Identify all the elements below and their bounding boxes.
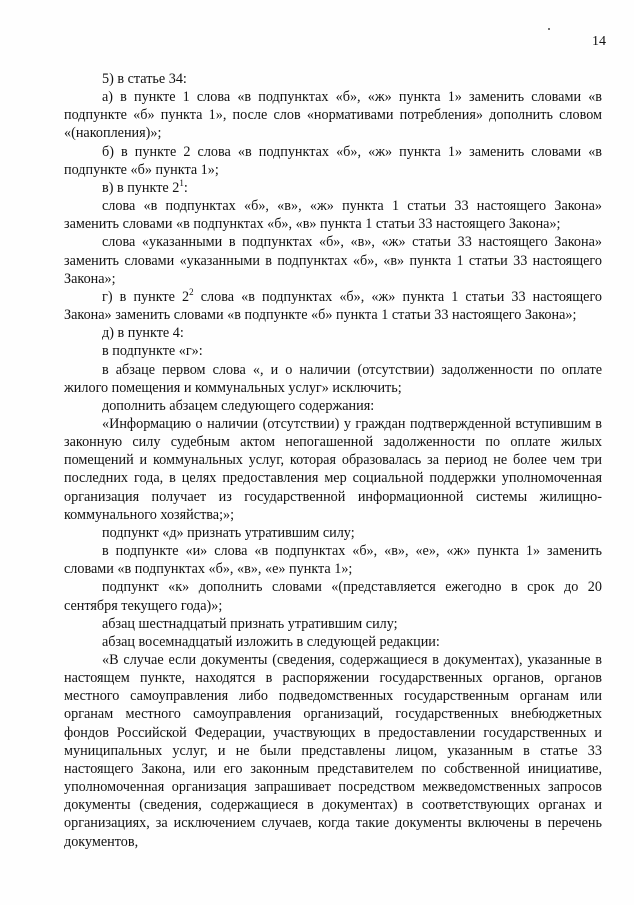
paragraph-first-abzac [64,361,602,397]
paragraph-text: слова «в подпунктах «б», «в», «ж» пункта 1 статьи 33 настоящего Закона» заменить словами «в подпунктах «б», «в» пункта 1 статьи 33 настоящего Закона»; [64,198,602,233]
paragraph-supplement [64,397,602,415]
paragraph-words-1 [64,197,602,233]
paragraph-text: в подпункте «г»: [102,343,203,360]
paragraph-case-documents [64,651,602,851]
paragraph-abzac-18 [64,633,602,651]
paragraph-text: «В случае если документы (сведения, содержащиеся в документах), указанные в настоящем пункте, находятся в распоряжении государственных органов, органов местного самоуправления либо подведомственных государственным органам или органам местного самоуправления организаций, государственных внебюджетных фондов Российской Федерации, участвующих в предоставлении государственных и муниципальных услуг, и не были представлены лицом, указанным в статье 33 настоящего Закона, или его законным представителем по собственной инициативе, уполномоченная организация запрашивает посредством межведомственных запросов документы (сведения, содержащиеся в документах) в соответствующих органах и организациях, за исключением случаев, когда такие документы включены в перечень документов, [64,652,602,850]
paragraph-text: б) в пункте 2 слова «в подпунктах «б», «ж» пункта 1» заменить словами «в подпункте «б» пункта 1»; [64,143,602,178]
paragraph-text: в абзаце первом слова «, и о наличии (отсутствии) задолженности по оплате жилого помещения и коммунальных услуг» исключить; [64,361,602,396]
paragraph-text: а) в пункте 1 слова «в подпунктах «б», «ж» пункта 1» заменить словами «в подпункте «б» пункта 1», после слов «нормативами потребления» дополнить словом «(накопления)»; [64,89,602,142]
paragraph-text: подпункт «к» дополнить словами «(представляется ежегодно в срок до 20 сентября текущего года)»; [64,579,602,614]
paragraph-text: в) в пункте 2 [102,179,180,196]
paragraph-item-b [64,143,602,179]
scan-artifact [548,28,550,30]
paragraph-item-a [64,88,602,142]
paragraph-item-d [64,324,602,342]
superscript: 2 [189,286,194,297]
superscript: 1 [179,177,184,188]
paragraph-text: 5) в статье 34: [102,71,187,87]
paragraph-subitem-g [64,342,602,360]
paragraph-text: абзац шестнадцатый признать утратившим силу; [102,615,398,632]
paragraph-text: дополнить абзацем следующего содержания: [102,397,375,414]
paragraph-item-g [64,288,602,324]
document-body [64,70,602,851]
paragraph-item-v [64,179,602,197]
paragraph-abzac-16 [64,615,602,633]
paragraph-text: абзац восемнадцатый изложить в следующей редакции: [102,633,440,650]
paragraph-subitem-k [64,578,602,614]
paragraph-subitem-d [64,524,602,542]
paragraph-article-34 [64,70,602,88]
paragraph-text: подпункт «д» признать утратившим силу; [102,524,355,541]
page-number: 14 [592,34,606,49]
paragraph-text: слова «в подпунктах «б», «ж» пункта 1 статьи 33 настоящего Закона» заменить словами «в подпункте «б» пункта 1 статьи 33 настоящего Закона»; [64,288,602,324]
paragraph-text: г) в пункте 2 [102,288,190,305]
paragraph-text: «Информацию о наличии (отсутствии) у граждан подтвержденной вступившим в законную силу судебным актом непогашенной задолженности по оплате жилых помещений и коммунальных услуг, которая образовалась за период не более чем три последних года, в целях предоставления мер социальной поддержки уполномоченная организация получает из государственной информационной системы жилищно-коммунального хозяйства;»; [64,415,602,523]
paragraph-information [64,415,602,524]
paragraph-subitem-i [64,542,602,578]
paragraph-words-2 [64,233,602,287]
paragraph-text: : [183,179,188,196]
paragraph-text: в подпункте «и» слова «в подпунктах «б», «в», «е», «ж» пункта 1» заменить словами «в подпунктах «б», «в», «е» пункта 1»; [64,543,602,578]
paragraph-text: слова «указанными в подпунктах «б», «в», «ж» статьи 33 настоящего Закона» заменить словами «указанными в подпунктах «б», «в» пункта 1 статьи 33 настоящего Закона»; [64,234,602,287]
paragraph-text: д) в пункте 4: [102,325,184,342]
